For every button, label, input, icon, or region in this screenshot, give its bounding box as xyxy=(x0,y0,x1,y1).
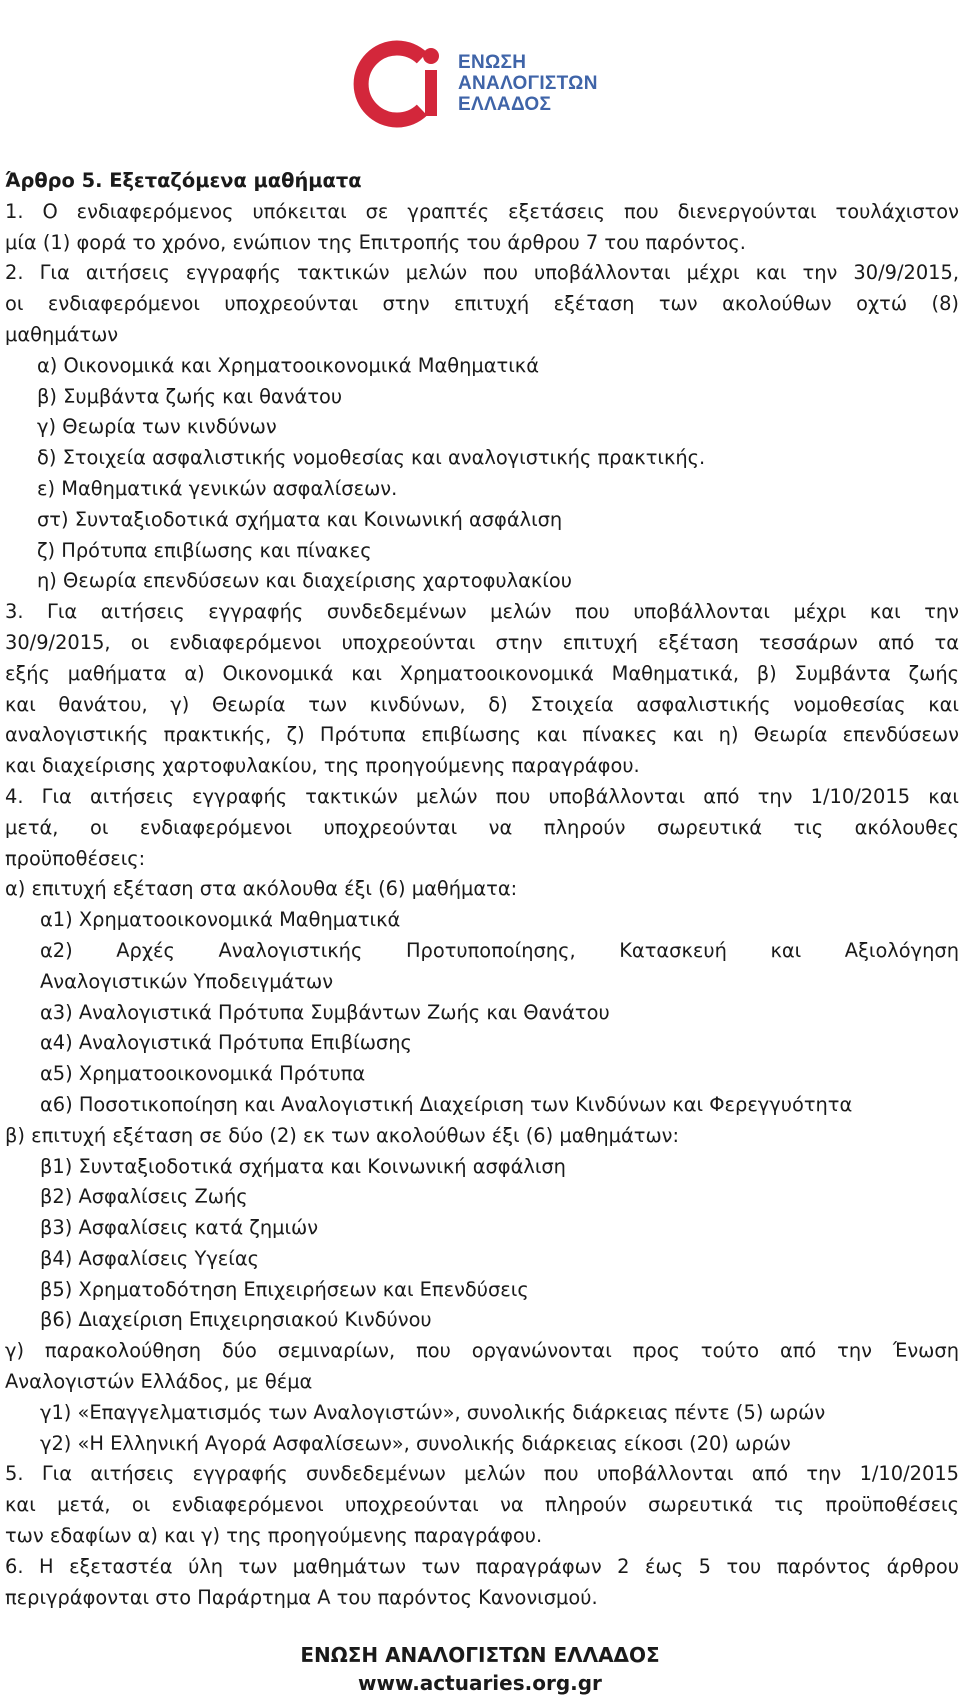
course-list-item: α3) Αναλογιστικά Πρότυπα Συμβάντων Ζωής και Θανάτου xyxy=(40,1000,610,1024)
article-body xyxy=(5,166,959,1613)
course-list-item-continuation: Αναλογιστικών Υποδειγμάτων xyxy=(40,969,334,993)
paragraph-3-line: εξής μαθήματα α) Οικονομικά και Χρηματοοικονομικά Μαθηματικά, β) Συμβάντα ζωής xyxy=(5,661,959,685)
requirement-b-intro: β) επιτυχή εξέταση σε δύο (2) εκ των ακολούθων έξι (6) μαθημάτων: xyxy=(5,1123,680,1147)
seminar-list-item: γ1) «Επαγγελματισμός των Αναλογιστών», συνολικής διάρκειας πέντε (5) ωρών xyxy=(40,1400,826,1424)
paragraph-6-line: 6. Η εξεταστέα ύλη των μαθημάτων των παραγράφων 2 έως 5 του παρόντος άρθρου xyxy=(5,1554,959,1578)
course-list-item: α5) Χρηματοοικονομικά Πρότυπα xyxy=(40,1062,366,1086)
logo-line: ΕΝΩΣΗ xyxy=(458,52,527,73)
course-list-item: β5) Χρηματοδότηση Επιχειρήσεων και Επενδύσεις xyxy=(40,1277,529,1301)
logo-line: ΑΝΑΛΟΓΙΣΤΩΝ xyxy=(458,73,598,94)
course-list-item: στ) Συνταξιοδοτικά σχήματα και Κοινωνική ασφάλιση xyxy=(37,507,563,531)
paragraph-1-line: μία (1) φορά το χρόνο, ενώπιον της Επιτροπής του άρθρου 7 του παρόντος. xyxy=(5,230,746,254)
course-list-item: β) Συμβάντα ζωής και θανάτου xyxy=(37,384,343,408)
paragraph-6-line: περιγράφονται στο Παράρτημα Α του παρόντος Κανονισμού. xyxy=(5,1585,598,1609)
course-list-item: ε) Μαθηματικά γενικών ασφαλίσεων. xyxy=(37,476,398,500)
course-list-item: β1) Συνταξιοδοτικά σχήματα και Κοινωνική ασφάλιση xyxy=(40,1154,566,1178)
course-list-item: β6) Διαχείριση Επιχειρησιακού Κινδύνου xyxy=(40,1308,432,1332)
course-list-item: γ) Θεωρία των κινδύνων xyxy=(37,415,277,439)
article-title: Άρθρο 5. Εξεταζόμενα μαθήματα xyxy=(5,169,362,192)
paragraph-2-line: μαθημάτων xyxy=(5,322,119,346)
course-list-item: δ) Στοιχεία ασφαλιστικής νομοθεσίας και αναλογιστικής πρακτικής. xyxy=(37,446,706,470)
requirement-a-intro: α) επιτυχή εξέταση στα ακόλουθα έξι (6) μαθήματα: xyxy=(5,877,518,901)
course-list-item: α1) Χρηματοοικονομικά Μαθηματικά xyxy=(40,908,401,932)
course-list-item: α6) Ποσοτικοποίηση και Αναλογιστική Διαχείριση των Κινδύνων και Φερεγγυότητα xyxy=(40,1092,853,1116)
paragraph-5-line: και μετά, οι ενδιαφερόμενοι υποχρεούνται να πληρούν σωρευτικά τις προϋποθέσεις xyxy=(5,1493,959,1517)
footer-organization: ΕΝΩΣΗ ΑΝΑΛΟΓΙΣΤΩΝ ΕΛΛΑΔΟΣ xyxy=(300,1643,660,1667)
paragraph-3-line: 3. Για αιτήσεις εγγραφής συνδεδεμένων μελών που υποβάλλονται μέχρι και την xyxy=(5,600,959,624)
paragraph-2-line: 2. Για αιτήσεις εγγραφής τακτικών μελών που υποβάλλονται μέχρι και την 30/9/2015, xyxy=(5,261,959,285)
course-list-item: ζ) Πρότυπα επιβίωσης και πίνακες xyxy=(37,538,372,562)
paragraph-4-line: 4. Για αιτήσεις εγγραφής τακτικών μελών που υποβάλλονται από την 1/10/2015 και xyxy=(5,784,959,808)
paragraph-3-line: και θανάτου, γ) Θεωρία των κινδύνων, δ) Στοιχεία ασφαλιστικής νομοθεσίας και xyxy=(5,692,959,716)
logo-wordmark xyxy=(458,52,598,115)
requirement-c-intro: γ) παρακολούθηση δύο σεμιναρίων, που οργανώνονται προς τούτο από την Ένωση xyxy=(5,1339,959,1363)
logo-mark-icon xyxy=(352,38,456,128)
course-list-item: α2) Αρχές Αναλογιστικής Προτυποποίησης, Κατασκευή και Αξιολόγηση xyxy=(40,938,959,962)
course-list-item: β2) Ασφαλίσεις Ζωής xyxy=(40,1185,248,1209)
logo-line: ΕΛΛΑΔΟΣ xyxy=(458,94,552,115)
paragraph-3-line: αναλογιστικής πρακτικής, ζ) Πρότυπα επιβίωσης και πίνακες και η) Θεωρία επενδύσεων xyxy=(5,723,959,747)
page-footer xyxy=(0,1641,960,1697)
paragraph-1-line: 1. Ο ενδιαφερόμενος υπόκειται σε γραπτές εξετάσεις που διενεργούνται τουλάχιστον xyxy=(5,199,959,223)
paragraph-2-line: οι ενδιαφερόμενοι υποχρεούνται στην επιτυχή εξέταση των ακολούθων οχτώ (8) xyxy=(5,292,959,316)
paragraph-5-line: 5. Για αιτήσεις εγγραφής συνδεδεμένων μελών που υποβάλλονται από την 1/10/2015 xyxy=(5,1462,959,1486)
requirement-c-intro: Αναλογιστών Ελλάδος, με θέμα xyxy=(5,1370,313,1394)
paragraph-5-line: των εδαφίων α) και γ) της προηγούμενης παραγράφου. xyxy=(5,1524,543,1548)
footer-website-link[interactable]: www.actuaries.org.gr xyxy=(358,1671,602,1695)
course-list-item: α) Οικονομικά και Χρηματοοικονομικά Μαθηματικά xyxy=(37,353,539,377)
course-list-item: β4) Ασφαλίσεις Υγείας xyxy=(40,1246,260,1270)
organization-logo xyxy=(352,38,602,128)
seminar-list-item: γ2) «Η Ελληνική Αγορά Ασφαλίσεων», συνολικής διάρκειας είκοσι (20) ωρών xyxy=(40,1431,791,1455)
paragraph-4-line: προϋποθέσεις: xyxy=(5,846,146,870)
course-list-item: α4) Αναλογιστικά Πρότυπα Επιβίωσης xyxy=(40,1031,412,1055)
paragraph-4-line: μετά, οι ενδιαφερόμενοι υποχρεούνται να πληρούν σωρευτικά τις ακόλουθες xyxy=(5,815,959,839)
course-list-item: η) Θεωρία επενδύσεων και διαχείρισης χαρτοφυλακίου xyxy=(37,569,572,593)
course-list-item: β3) Ασφαλίσεις κατά ζημιών xyxy=(40,1216,319,1240)
paragraph-3-line: και διαχείρισης χαρτοφυλακίου, της προηγούμενης παραγράφου. xyxy=(5,754,640,778)
paragraph-3-line: 30/9/2015, οι ενδιαφερόμενοι υποχρεούνται στην επιτυχή εξέταση τεσσάρων από τα xyxy=(5,630,959,654)
